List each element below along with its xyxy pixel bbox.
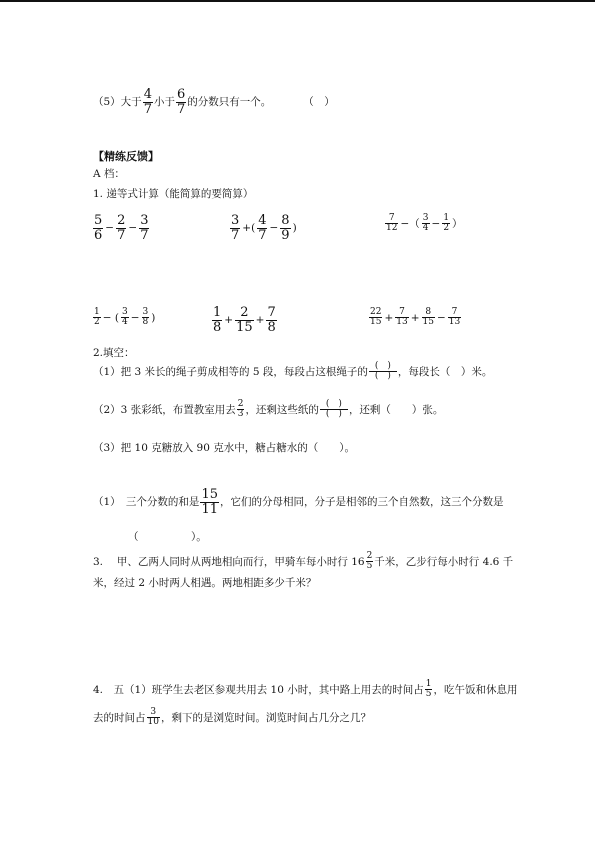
q5-prefix: （5）大于 [93,96,142,109]
problem-2-title: 2.填空： [93,347,135,359]
fill-item-2: （2）3 张彩纸，布置教室用去 $\frac{2}{3}$ ，还剩这些纸的 $\frac{( )}{( )}$ ，还剩（ ）张。 [93,399,444,420]
q5-suffix: 的分数只有一个。 [187,96,272,109]
fill-item-4-blank: （ ）。 [128,531,207,543]
fraction-4-7: $\frac{4}{7}$ [143,87,152,117]
fraction-6-7: $\frac{6}{7}$ [176,87,186,117]
fill-item-1: （1）把 3 米长的绳子剪成相等的 5 段，每段占这根绳子的 $\frac{( )}{( )}$ ，每段长（ ）米。 [93,361,493,382]
problem-4: 4. 五（1）班学生去老区参观共用去 10 小时，其中路上用去的时间占 $\frac{1}{5}$ ，吃午饭和休息用 [93,679,518,700]
problem-4-line-2: 去的时间占 $\frac{3}{10}$ ，剩下的是浏览时间。浏览时间占几分之几？ [93,707,371,728]
expression-2: $\frac{3}{7}$ +( $\frac{4}{7}$ − $\frac{8}{9}$ ) [231,213,297,243]
fill-item-4: （1） 三个分数的和是 $\frac{15}{11}$ ，它们的分母相同，分子是相邻的三个自然数，这三个分数是 [93,487,504,517]
expression-4: $\frac{1}{2}$ − ( $\frac{3}{4}$ − $\frac{3}{8}$ ) [94,307,156,328]
problem-1-title: 1. 递等式计算（能简算的要简算） [93,188,254,200]
level-label: A 档： [93,168,125,180]
expression-6: $\frac{22}{15}$ + $\frac{7}{13}$ + $\frac{8}{15}$ − $\frac{7}{13}$ [370,307,461,328]
expression-5: $\frac{1}{8}$ + $\frac{2}{15}$ + $\frac{7}{8}$ [213,305,276,335]
section-title: 【精练反馈】 [93,150,159,163]
problem-3: 3. 甲、乙两人同时从两地相向而行，甲骑车每小时行 16 $\frac{2}{5}$ 千米，乙步行每小时行 4.6 千 [93,551,514,572]
problem-3-line-2: 米，经过 2 小时两人相遇。两地相距多少千米？ [93,577,317,589]
fill-item-3: （3）把 10 克糖放入 90 克水中，糖占糖水的（ ）。 [93,442,356,454]
q5-mid: 小于 [153,96,175,109]
q5-answer-blank: （ ） [303,96,335,109]
top-border [0,0,595,2]
question-5 [93,88,335,116]
expression-3: $\frac{7}{12}$ −（ $\frac{3}{4}$ − $\frac{1}{2}$ ） [386,213,463,234]
expression-1: $\frac{5}{6}$ − $\frac{2}{7}$ − $\frac{3}{7}$ [94,213,149,243]
